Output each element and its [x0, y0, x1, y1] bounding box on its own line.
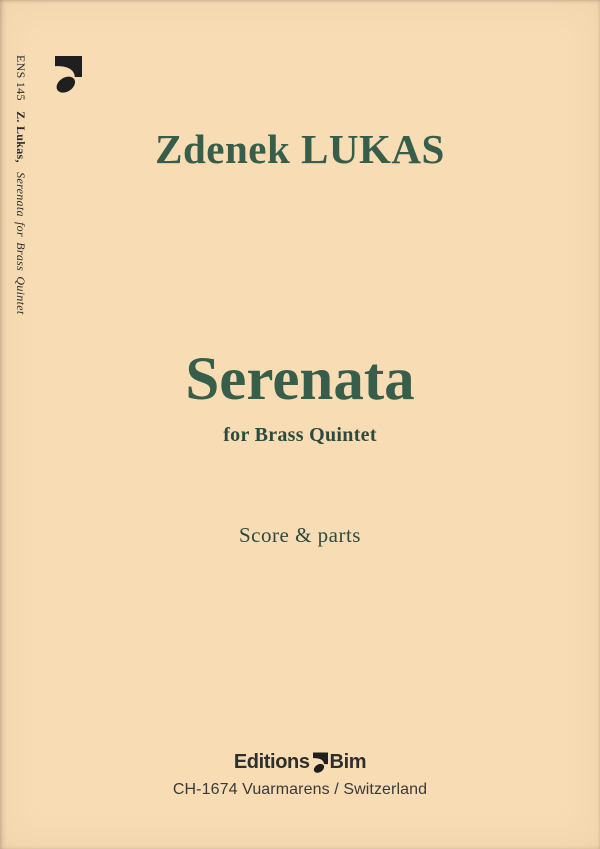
work-title: Serenata [185, 346, 415, 413]
publisher-name-bim: Bim [329, 750, 367, 773]
bim-logo-icon [55, 56, 82, 94]
edition-info: Score & parts [239, 523, 361, 547]
publisher-address: CH-1674 Vuarmarens / Switzerland [172, 781, 428, 798]
publisher-name-editions: Editions [233, 750, 310, 773]
composer-name: Zdenek LUKAS [155, 126, 445, 172]
bim-logo-icon [313, 752, 328, 774]
spine-work-title: Serenata for Brass Quintet [14, 172, 28, 315]
spine-label [13, 55, 28, 315]
publisher-logo [0, 750, 600, 774]
spine-catalog-number: ENS 145 [14, 55, 28, 101]
work-subtitle: for Brass Quintet [223, 424, 377, 446]
spine-author: Z. Lukas, [14, 111, 28, 163]
